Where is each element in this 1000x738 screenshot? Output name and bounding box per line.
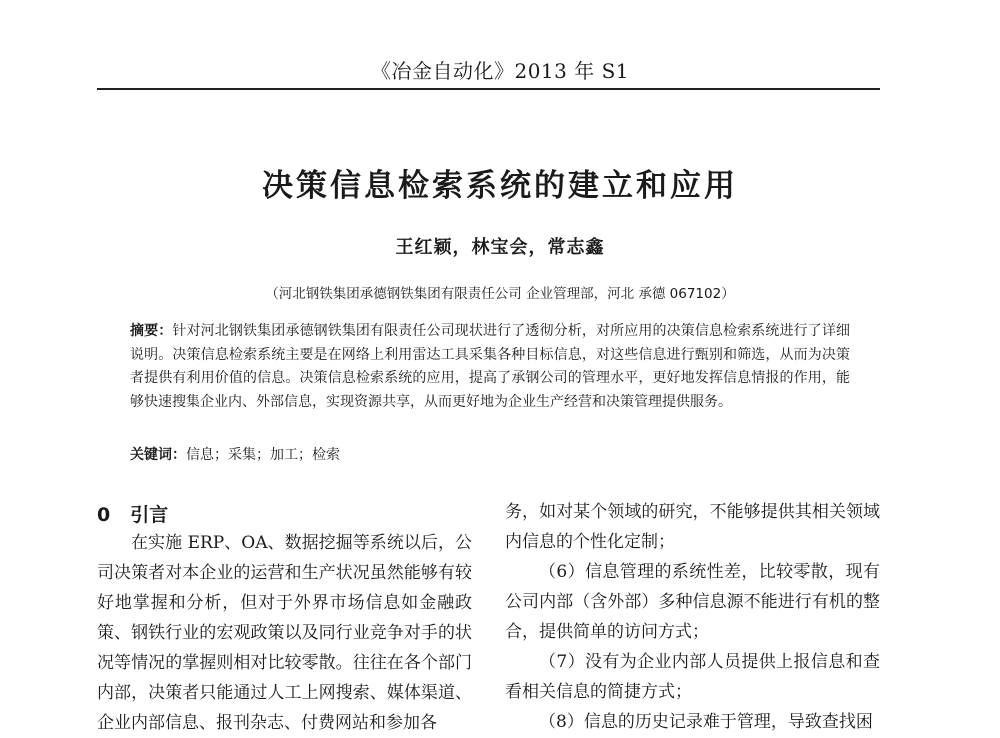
right-paragraph-1: 务，如对某个领域的研究，不能够提供其相关领域内信息的个性化定制； xyxy=(505,502,880,552)
keywords-text: 信息；采集；加工；检索 xyxy=(186,447,340,463)
right-column xyxy=(505,497,880,732)
journal-header: 《冶金自动化》2013 年 S1 xyxy=(370,59,630,83)
right-paragraph-2: （6）信息管理的系统性差，比较零散，现有公司内部（含外部）多种信息源不能进行有机的整合，提供简单的访问方式； xyxy=(505,562,880,642)
abstract-text: 针对河北钢铁集团承德钢铁集团有限责任公司现状进行了透彻分析，对所应用的决策信息检索系统进行了详细说明。决策信息检索系统主要是在网络上利用雷达工具采集各种目标信息，对这些信息进行甄别和筛选，从而为决策者提供有利用价值的信息。决策信息检索系统的应用，提高了承钢公司的管理水平，更好地发挥信息情报的作用，能够快速搜集企业内、外部信息，实现资源共享，从而更好地为企业生产经营和决策管理提供服务。 xyxy=(130,323,851,410)
section-number: 0 xyxy=(97,504,111,526)
keywords xyxy=(130,444,850,468)
section-title: 引言 xyxy=(130,504,169,526)
section-heading xyxy=(97,500,168,527)
paper-affiliation: （河北钢铁集团承德钢铁集团有限责任公司 企业管理部，河北 承德 067102） xyxy=(265,286,735,302)
abstract-label: 摘要： xyxy=(130,323,173,339)
paper-title: 决策信息检索系统的建立和应用 xyxy=(262,168,738,204)
right-paragraph-3: （7）没有为企业内部人员提供上报信息和查看相关信息的简捷方式； xyxy=(505,652,880,702)
paper-authors: 王红颖，林宝会，常志鑫 xyxy=(395,237,605,258)
intro-paragraph: 在实施 ERP、OA、数据挖掘等系统以后，公司决策者对本企业的运营和生产状况虽然能够有较好地掌握和分析，但对于外界市场信息如金融政策、钢铁行业的宏观政策以及同行业竞争对手的状况等情况的掌握则相对比较零散。往往在各个部门内部，决策者只能通过人工上网搜索、媒体渠道、企业内部信息、报刊杂志、付费网站和参加各 xyxy=(97,533,472,733)
right-paragraph-4: （8）信息的历史记录难于管理，导致查找困 xyxy=(539,712,873,732)
abstract xyxy=(130,320,850,414)
keywords-label: 关键词： xyxy=(130,447,186,463)
header-rule xyxy=(97,88,880,90)
left-column xyxy=(97,528,472,733)
